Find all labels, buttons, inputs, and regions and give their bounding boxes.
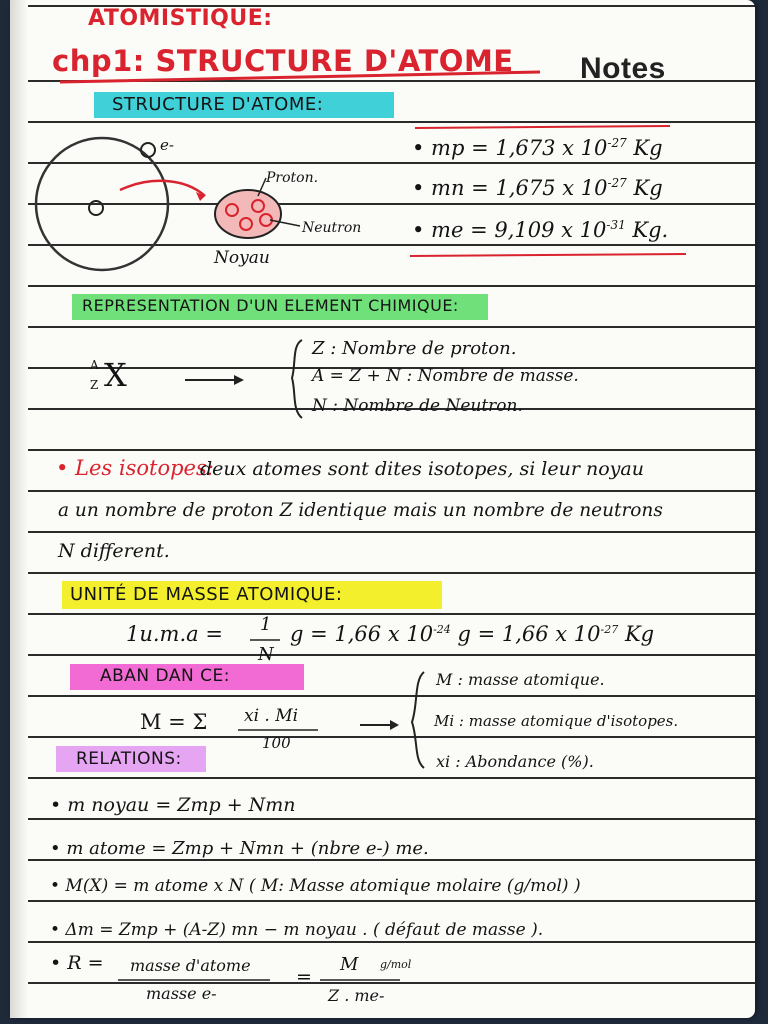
relation-5-den: masse e-	[146, 984, 217, 1003]
notes-label: Notes	[580, 52, 666, 85]
abondance-formula: M = Σ	[140, 710, 208, 734]
neutron-label: Neutron	[302, 220, 362, 236]
chapter-title: chp1: STRUCTURE D'ATOME	[52, 44, 514, 78]
red-rule-bottom	[410, 254, 686, 256]
electron-dot	[141, 143, 155, 157]
nucleus-dot	[89, 201, 103, 215]
noyau-shape	[215, 190, 281, 238]
isotopes-line2: a un nombre de proton Z identique mais un nombre de neutrons	[58, 500, 663, 521]
proton-label: Proton.	[266, 170, 319, 186]
relation-5-eq: =	[296, 966, 312, 988]
top-label: ATOMISTIQUE:	[88, 6, 273, 31]
mass-electron: • me = 9,109 x $10^{-31}$ Kg.	[412, 218, 669, 242]
uma-heading: UNITÉ DE MASSE ATOMIQUE:	[70, 584, 343, 605]
element-symbol: X	[104, 356, 127, 394]
electron-label: e-	[160, 136, 174, 154]
relation-2: • m atome = Zmp + Nmn + (nbre e-) me.	[50, 838, 429, 859]
section1-heading: STRUCTURE D'ATOME:	[112, 94, 324, 115]
abondance-def1: M : masse atomique.	[436, 670, 605, 689]
relation-5-label: • R =	[50, 952, 104, 974]
uma-frac-num: 1	[260, 614, 272, 635]
relation-3: • M(X) = m atome x N ( M: Masse atomique molaire (g/mol) )	[50, 876, 581, 896]
isotopes-label: • Les isotopes:	[56, 456, 214, 480]
isotopes-line1: deux atomes sont dites isotopes, si leur noyau	[200, 458, 644, 480]
uma-equation-right: g = 1,66 x $10^{-24}$ g = 1,66 x $10^{-27}$ Kg	[290, 622, 655, 646]
repr-brace	[292, 340, 302, 418]
mass-proton: • mp = 1,673 x $10^{-27}$ Kg	[412, 136, 663, 160]
relation-5-num: masse d'atome	[130, 956, 251, 975]
relation-5-den2: Z . me-	[328, 986, 385, 1005]
abondance-brace	[412, 672, 424, 768]
abondance-def3: xi : Abondance (%).	[436, 752, 594, 771]
relation-5-num2: M	[340, 954, 359, 975]
relation-4: • Δm = Zmp + (A-Z) mn − m noyau . ( défaut de masse ).	[50, 920, 544, 940]
red-rule-top	[415, 126, 670, 128]
isotopes-line3: N different.	[58, 540, 170, 562]
a-definition: A = Z + N : Nombre de masse.	[312, 366, 579, 386]
noyau-label: Noyau	[214, 248, 270, 268]
z-definition: Z : Nombre de proton.	[312, 338, 517, 359]
relations-heading: RELATIONS:	[76, 749, 182, 769]
element-sub: Z	[90, 378, 99, 392]
abondance-frac-den: 100	[262, 734, 291, 752]
abondance-frac-num: xi . Mi	[244, 706, 299, 726]
element-sup: A	[90, 358, 99, 372]
uma-equation-left: 1u.m.a =	[126, 622, 223, 646]
abondance-heading: ABAN DAN CE:	[100, 666, 230, 686]
relation-5-unit: g/mol	[380, 958, 412, 971]
relation-1: • m noyau = Zmp + Nmn	[50, 794, 296, 816]
mass-neutron: • mn = 1,675 x $10^{-27}$ Kg	[412, 176, 663, 200]
nucleus-arrow	[120, 181, 205, 196]
uma-frac-den: N	[258, 644, 274, 665]
abondance-def2: Mi : masse atomique d'isotopes.	[434, 712, 679, 730]
n-definition: N : Nombre de Neutron.	[312, 396, 523, 416]
section2-heading: REPRESENTATION D'UN ELEMENT CHIMIQUE:	[82, 296, 459, 315]
